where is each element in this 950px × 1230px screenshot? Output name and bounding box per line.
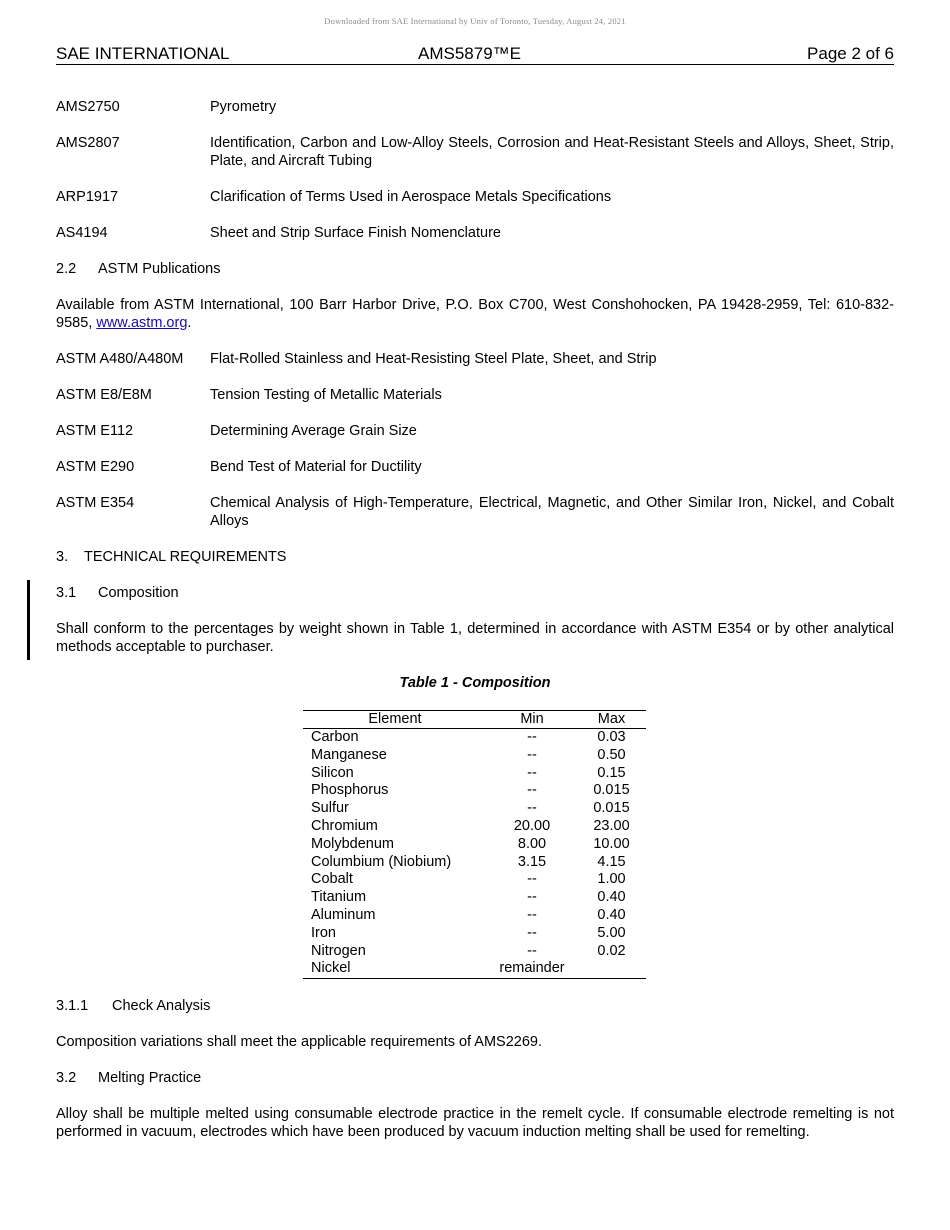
max-cell: 1.00 xyxy=(597,871,626,888)
table-row xyxy=(303,782,646,800)
section-heading-3-1-1 xyxy=(56,997,894,1015)
section-title: Melting Practice xyxy=(98,1070,202,1087)
section-heading-2-2 xyxy=(56,260,894,278)
column-header-min: Min xyxy=(487,711,577,729)
reference-title: Bend Test of Material for Ductility xyxy=(210,459,422,475)
max-cell: 23.00 xyxy=(593,817,630,834)
max-cell: 0.15 xyxy=(597,764,626,781)
table-row xyxy=(303,836,646,854)
table-row xyxy=(303,925,646,943)
melting-practice-paragraph: Alloy shall be multiple melted using consumable electrode practice in the remelt cycle. If consumable electrode remelting is not performed in vacuum, electrodes which have been produced by vacuum induction melting shall be used for remelting. xyxy=(56,1106,894,1141)
table-row xyxy=(303,800,646,818)
table-caption: Table 1 - Composition xyxy=(399,675,551,691)
reference-entry xyxy=(56,422,894,440)
element-cell: Manganese xyxy=(311,746,387,763)
reference-entry xyxy=(56,98,894,116)
reference-code: ASTM A480/A480M xyxy=(56,351,184,367)
max-cell: 0.40 xyxy=(597,906,626,923)
table-row xyxy=(303,907,646,925)
column-header-element: Element xyxy=(303,711,487,729)
min-cell: -- xyxy=(527,782,537,799)
reference-entry xyxy=(56,458,894,476)
reference-title: Pyrometry xyxy=(210,99,277,115)
max-cell: 0.03 xyxy=(597,729,626,745)
min-cell: -- xyxy=(527,871,537,888)
element-cell: Columbium (Niobium) xyxy=(311,853,452,870)
table-row xyxy=(303,818,646,836)
max-cell: 0.015 xyxy=(593,782,630,799)
element-cell: Molybdenum xyxy=(311,835,395,852)
reference-entry xyxy=(56,494,894,530)
min-cell: -- xyxy=(527,764,537,781)
max-cell: 5.00 xyxy=(597,924,626,941)
header-page-number: Page 2 of 6 xyxy=(807,44,894,63)
table-row xyxy=(303,871,646,889)
element-cell: Sulfur xyxy=(311,800,349,817)
section-number: 3.1 xyxy=(56,585,77,601)
reference-code: ASTM E112 xyxy=(56,423,134,439)
astm-address-end: . xyxy=(187,315,192,331)
section-number: 3.2 xyxy=(56,1070,77,1087)
header-doc-number: AMS5879™E xyxy=(418,44,521,63)
element-cell: Iron xyxy=(311,924,336,941)
section-heading-3-1 xyxy=(56,584,894,602)
table-row xyxy=(303,889,646,907)
page-header xyxy=(56,44,894,65)
table-row xyxy=(303,960,646,978)
section-title: TECHNICAL REQUIREMENTS xyxy=(84,549,287,565)
min-cell: -- xyxy=(527,906,537,923)
reference-entry xyxy=(56,134,894,170)
reference-code: AMS2807 xyxy=(56,135,120,151)
max-cell: 0.50 xyxy=(597,746,626,763)
reference-code: AMS2750 xyxy=(56,99,120,115)
element-cell: Aluminum xyxy=(311,906,376,923)
column-header-max: Max xyxy=(577,711,646,729)
table-header-row xyxy=(303,711,646,729)
composition-paragraph: Shall conform to the percentages by weight shown in Table 1, determined in accordance with ASTM E354 or by other analytical methods acceptable to purchaser. xyxy=(56,621,894,655)
element-cell: Silicon xyxy=(311,764,354,781)
element-cell: Nitrogen xyxy=(311,942,366,959)
astm-website-link[interactable]: www.astm.org xyxy=(96,315,188,331)
min-cell: 3.15 xyxy=(517,853,547,870)
reference-title: Determining Average Grain Size xyxy=(210,423,417,439)
section-heading-3 xyxy=(56,548,894,566)
section-number: 2.2 xyxy=(56,261,77,277)
min-cell: -- xyxy=(527,746,537,763)
reference-code: ASTM E354 xyxy=(56,495,135,511)
min-cell: -- xyxy=(527,889,537,906)
min-cell: remainder xyxy=(499,960,565,977)
reference-code: AS4194 xyxy=(56,225,108,241)
reference-title: Identification, Carbon and Low-Alloy Steels, Corrosion and Heat-Resistant Steels and Alloys, Sheet, Strip, Plate, and Aircraft Tubing xyxy=(210,135,894,169)
element-cell: Titanium xyxy=(311,889,367,906)
max-cell: 10.00 xyxy=(593,835,630,852)
reference-title: Chemical Analysis of High-Temperature, Electrical, Magnetic, and Other Similar Iron, Nickel, and Cobalt Alloys xyxy=(210,495,894,529)
section-title: ASTM Publications xyxy=(98,261,221,277)
reference-title: Flat-Rolled Stainless and Heat-Resisting Steel Plate, Sheet, and Strip xyxy=(210,351,657,367)
section-title: Check Analysis xyxy=(112,998,211,1015)
element-cell: Carbon xyxy=(311,729,359,745)
astm-availability-paragraph xyxy=(56,296,894,332)
element-cell: Chromium xyxy=(311,817,378,834)
table-row xyxy=(303,747,646,765)
check-analysis-paragraph: Composition variations shall meet the applicable requirements of AMS2269. xyxy=(56,1034,543,1051)
reference-entry xyxy=(56,386,894,404)
max-cell: 0.015 xyxy=(593,800,630,817)
max-cell: 0.40 xyxy=(597,889,626,906)
reference-code: ASTM E8/E8M xyxy=(56,387,152,403)
header-org: SAE INTERNATIONAL xyxy=(56,44,230,63)
document-body xyxy=(56,98,894,1159)
reference-title: Clarification of Terms Used in Aerospace Metals Specifications xyxy=(210,189,612,205)
min-cell: -- xyxy=(527,800,537,817)
reference-title: Sheet and Strip Surface Finish Nomenclature xyxy=(210,225,501,241)
download-watermark: Downloaded from SAE International by Univ of Toronto, Tuesday, August 24, 2021 xyxy=(324,16,626,26)
max-cell: 0.02 xyxy=(597,942,626,959)
min-cell: 20.00 xyxy=(513,817,551,834)
reference-code: ASTM E290 xyxy=(56,459,135,475)
reference-title: Tension Testing of Metallic Materials xyxy=(210,387,442,403)
element-cell: Cobalt xyxy=(311,871,353,888)
min-cell: -- xyxy=(527,924,537,941)
min-cell: -- xyxy=(527,942,537,959)
table-row xyxy=(303,854,646,872)
reference-entry xyxy=(56,224,894,242)
min-cell: -- xyxy=(527,729,537,745)
table-row xyxy=(303,943,646,961)
table-row xyxy=(303,765,646,783)
section-number: 3.1.1 xyxy=(56,998,89,1015)
min-cell: 8.00 xyxy=(517,835,547,852)
element-cell: Phosphorus xyxy=(311,782,389,799)
revision-change-bar xyxy=(27,580,30,660)
reference-entry xyxy=(56,350,894,368)
section-title: Composition xyxy=(98,585,179,601)
astm-address-text: Available from ASTM International, 100 Barr Harbor Drive, P.O. Box C700, West Conshohocken, PA 19428-2959, Tel: 610-832-9585, xyxy=(56,297,894,331)
section-heading-3-2 xyxy=(56,1069,894,1087)
reference-code: ARP1917 xyxy=(56,189,119,205)
table-row xyxy=(303,729,646,747)
section-number: 3. xyxy=(56,549,69,565)
reference-entry xyxy=(56,188,894,206)
max-cell: 4.15 xyxy=(597,853,626,870)
max-cell xyxy=(577,960,646,978)
element-cell: Nickel xyxy=(311,960,351,977)
composition-table xyxy=(303,710,646,979)
